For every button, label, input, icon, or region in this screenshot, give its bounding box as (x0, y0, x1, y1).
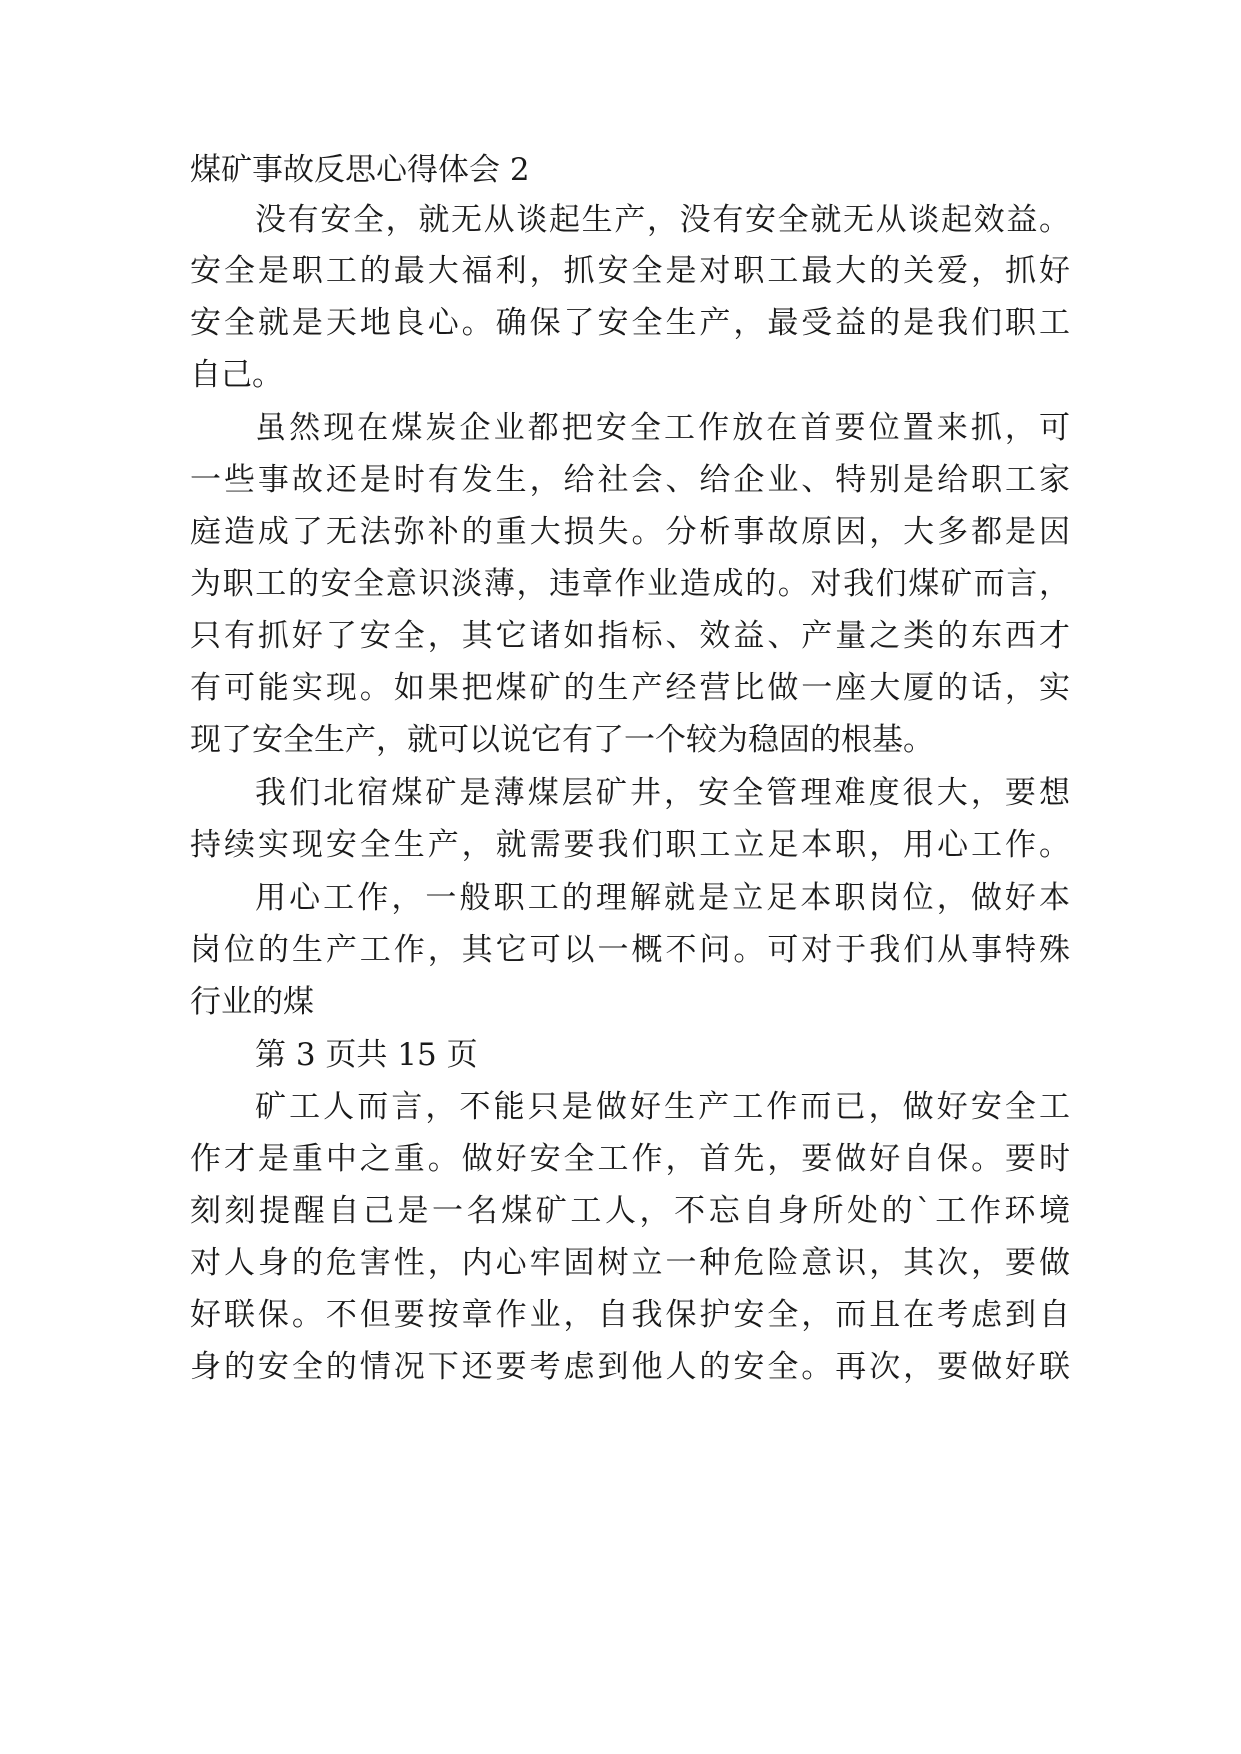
paragraph-4-line-3: 行业的煤 (190, 984, 314, 1020)
page-number-label: 第 3 页共 15 页 (255, 1037, 478, 1073)
paragraph-2-line-7: 现了安全生产，就可以说它有了一个较为稳固的根基。 (190, 722, 934, 758)
paragraph-5-line-3: 刻刻提醒自己是一名煤矿工人，不忘自身所处的`工作环境 (190, 1193, 1070, 1229)
paragraph-2-line-3: 庭造成了无法弥补的重大损失。分析事故原因，大多都是因 (190, 514, 1070, 550)
paragraph-2-line-5: 只有抓好了安全，其它诸如指标、效益、产量之类的东西才 (190, 618, 1070, 654)
paragraph-5-line-2: 作才是重中之重。做好安全工作，首先，要做好自保。要时 (190, 1141, 1070, 1177)
paragraph-4-line-1: 用心工作，一般职工的理解就是立足本职岗位，做好本 (255, 880, 1070, 916)
paragraph-2-line-1: 虽然现在煤炭企业都把安全工作放在首要位置来抓，可 (255, 410, 1070, 446)
paragraph-5-line-6: 身的安全的情况下还要考虑到他人的安全。再次，要做好联 (190, 1349, 1070, 1385)
paragraph-3-line-1: 我们北宿煤矿是薄煤层矿井，安全管理难度很大，要想 (255, 775, 1070, 811)
document-title: 煤矿事故反思心得体会 2 (190, 152, 530, 188)
paragraph-1-line-2: 安全是职工的最大福利，抓安全是对职工最大的关爱，抓好 (190, 253, 1070, 289)
paragraph-4-line-2: 岗位的生产工作，其它可以一概不问。可对于我们从事特殊 (190, 932, 1070, 968)
paragraph-5-line-5: 好联保。不但要按章作业，自我保护安全，而且在考虑到自 (190, 1297, 1070, 1333)
paragraph-2-line-6: 有可能实现。如果把煤矿的生产经营比做一座大厦的话，实 (190, 670, 1070, 706)
paragraph-3-line-2: 持续实现安全生产，就需要我们职工立足本职，用心工作。 (190, 827, 1070, 863)
paragraph-1-line-4: 自己。 (190, 357, 283, 393)
paragraph-1-line-1: 没有安全，就无从谈起生产，没有安全就无从谈起效益。 (255, 202, 1070, 238)
paragraph-5-line-4: 对人身的危害性，内心牢固树立一种危险意识，其次，要做 (190, 1245, 1070, 1281)
paragraph-1-line-3: 安全就是天地良心。确保了安全生产，最受益的是我们职工 (190, 305, 1070, 341)
paragraph-2-line-2: 一些事故还是时有发生，给社会、给企业、特别是给职工家 (190, 462, 1070, 498)
paragraph-5-line-1: 矿工人而言，不能只是做好生产工作而已，做好安全工 (255, 1089, 1070, 1125)
paragraph-2-line-4: 为职工的安全意识淡薄，违章作业造成的。对我们煤矿而言， (190, 566, 1070, 602)
